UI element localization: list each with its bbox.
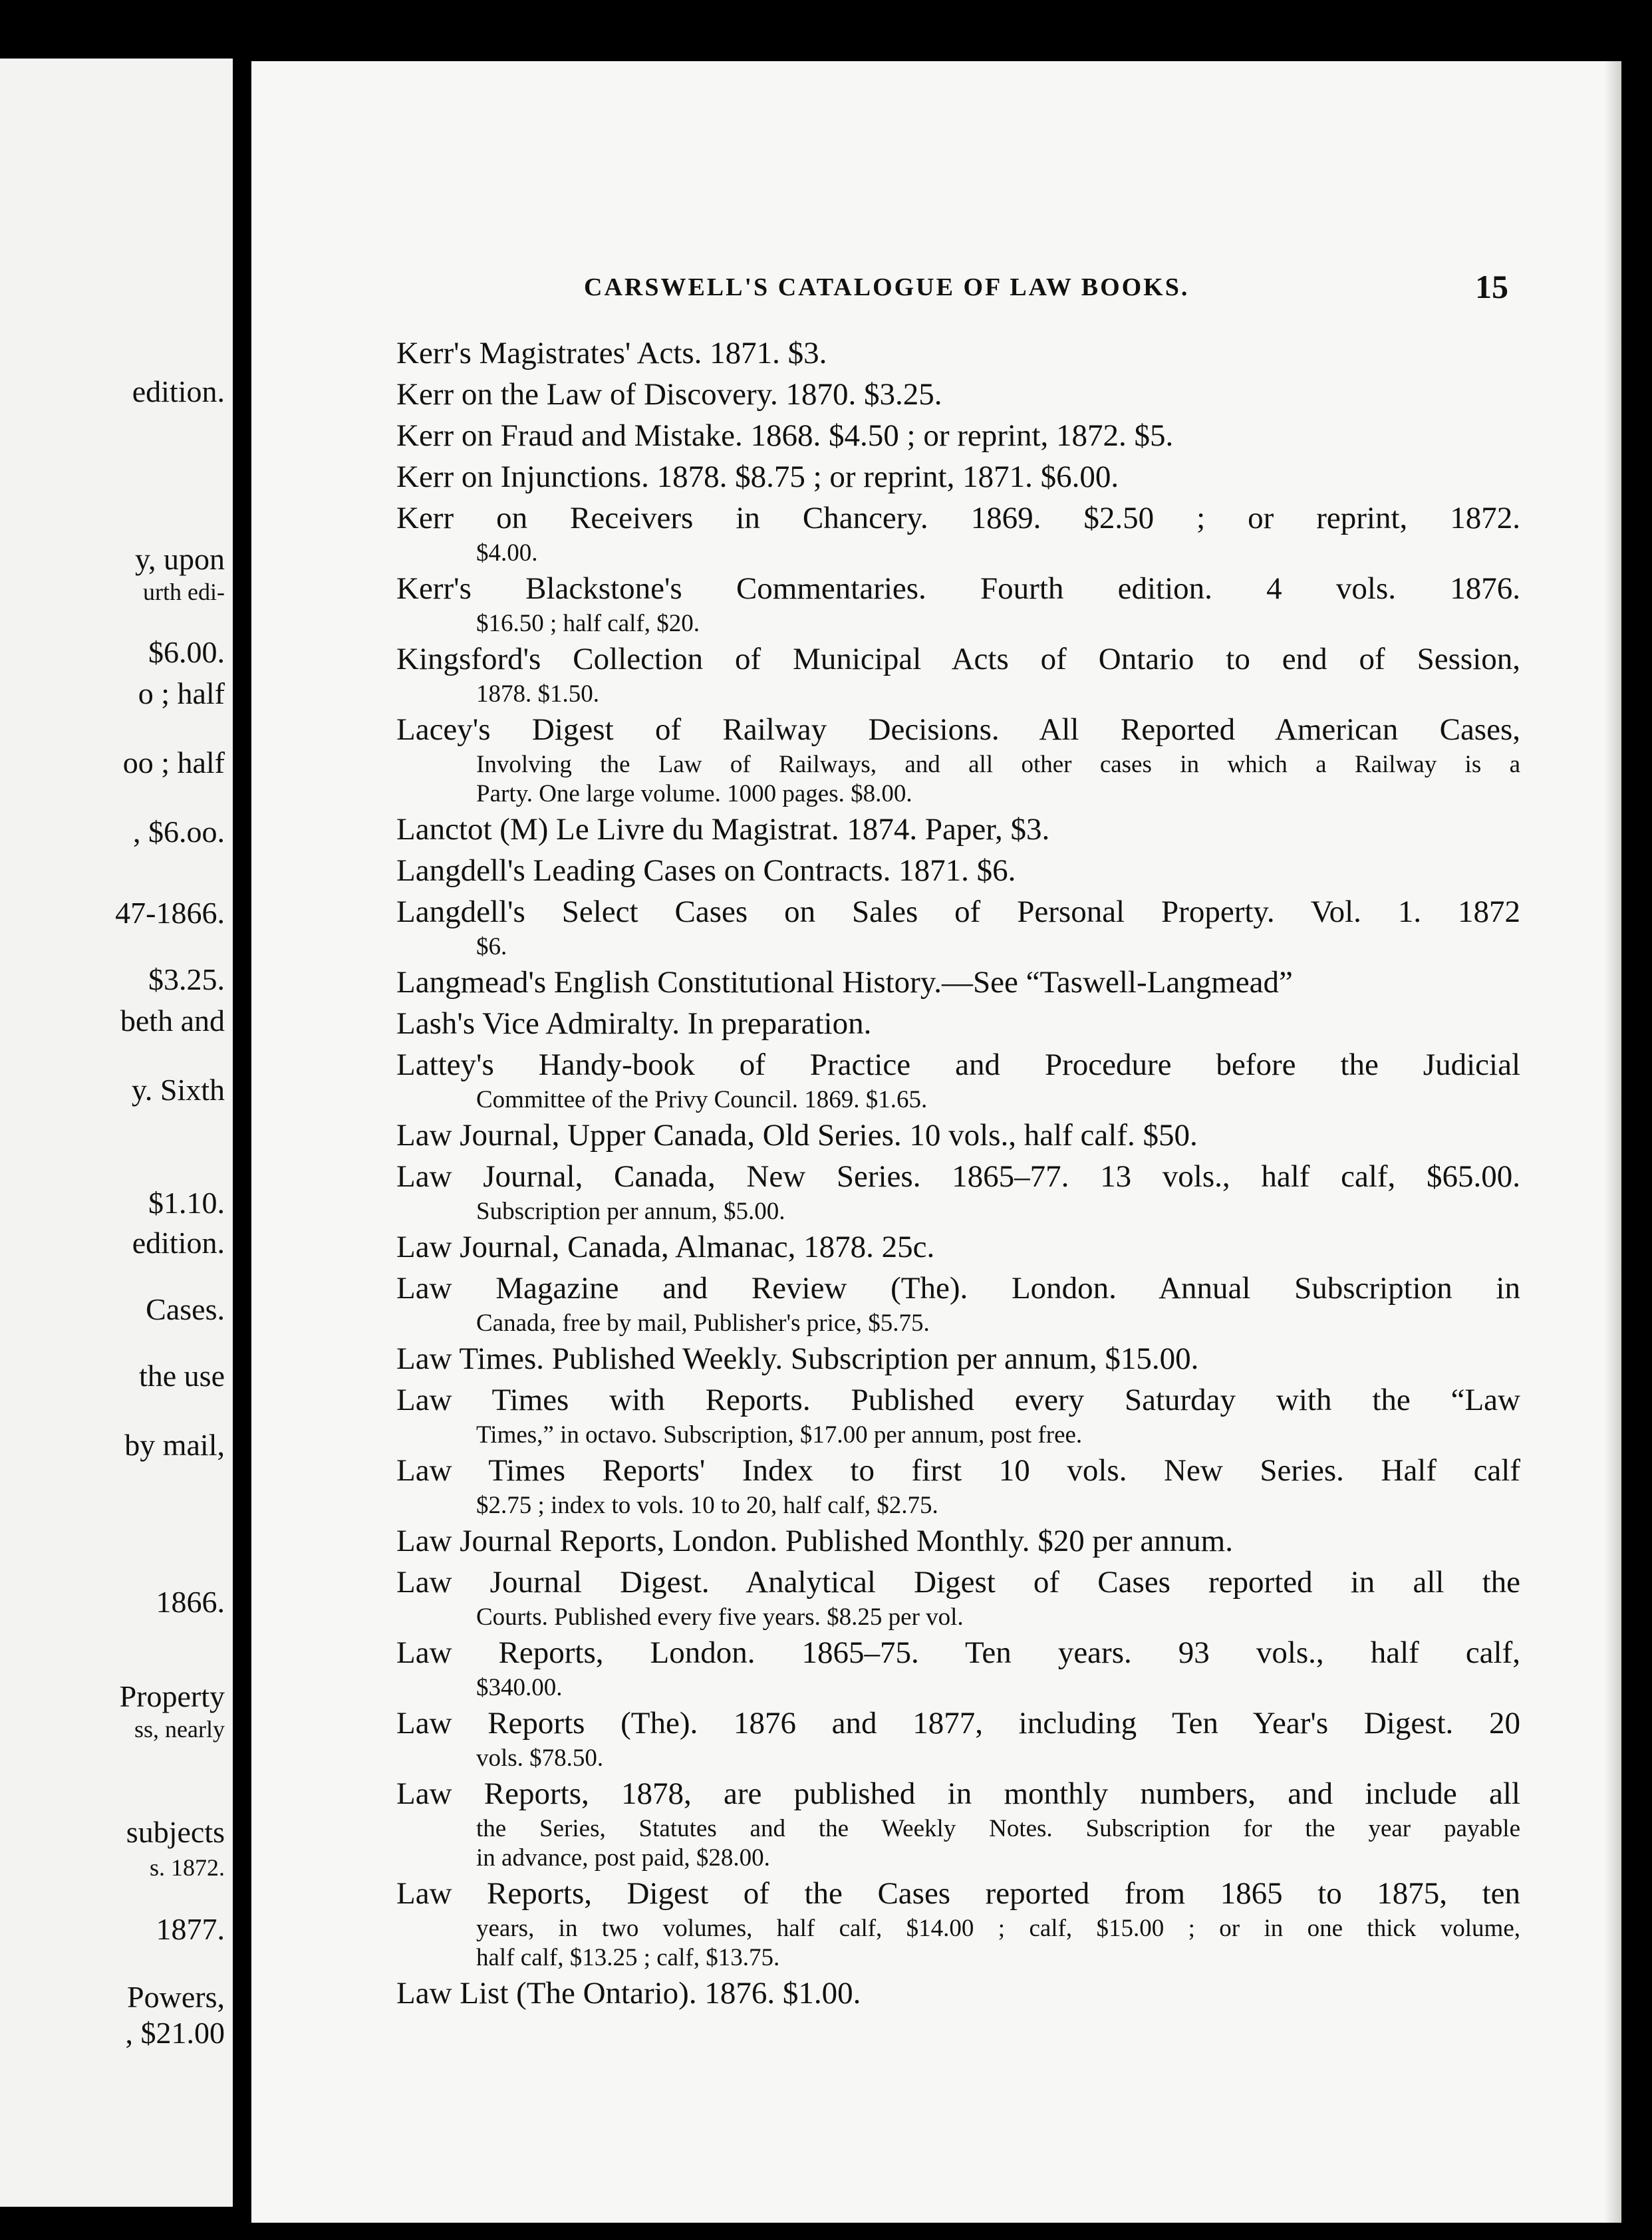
entry-title-line: Kerr's Blackstone's Commentaries. Fourth edition. 4 vols. 1876. — [396, 571, 1520, 606]
left-page-text: the use — [138, 1359, 225, 1393]
catalogue-page — [251, 61, 1621, 2223]
facing-page-fragment — [0, 59, 233, 2207]
entry-detail-line: $16.50 ; half calf, $20. — [476, 610, 700, 637]
entry-title-line: Law Magazine and Review (The). London. Annual Subscription in — [396, 1271, 1520, 1306]
catalogue-entry — [396, 638, 1520, 709]
entry-detail-line: years, in two volumes, half calf, $14.00 ; calf, $15.00 ; or in one thick volume, — [476, 1915, 1520, 1942]
entry-detail-line: half calf, $13.25 ; calf, $13.75. — [476, 1944, 780, 1971]
left-page-text: y. Sixth — [131, 1073, 225, 1107]
entry-detail-line: in advance, post paid, $28.00. — [476, 1844, 770, 1872]
entry-detail-line: Committee of the Privy Council. 1869. $1.65. — [476, 1086, 928, 1113]
entry-title-line: Law Times Reports' Index to first 10 vols. New Series. Half calf — [396, 1453, 1520, 1488]
catalogue-entry — [396, 709, 1520, 809]
entry-title-line: Law Reports (The). 1876 and 1877, including Ten Year's Digest. 20 — [396, 1706, 1520, 1741]
left-page-text: Powers, — [127, 1980, 225, 2014]
catalogue-entry — [396, 962, 1520, 1003]
entry-detail-line: $4.00. — [476, 539, 538, 567]
catalogue-entries — [396, 333, 1520, 2014]
left-page-text: 1866. — [156, 1585, 225, 1619]
entry-detail-line: Party. One large volume. 1000 pages. $8.00. — [476, 780, 912, 807]
left-page-text: $3.25. — [148, 962, 225, 996]
catalogue-entry — [396, 456, 1520, 497]
catalogue-entry — [396, 568, 1520, 638]
entry-detail-line: the Series, Statutes and the Weekly Notes. Subscription for the year payable — [476, 1815, 1520, 1842]
catalogue-entry — [396, 374, 1520, 415]
left-page-text: by mail, — [124, 1428, 225, 1462]
entry-title-line: Law Reports, Digest of the Cases reported from 1865 to 1875, ten — [396, 1876, 1520, 1911]
catalogue-entry — [396, 1973, 1520, 2014]
catalogue-entry — [396, 1044, 1520, 1115]
entry-title-line: Langdell's Leading Cases on Contracts. 1871. $6. — [396, 853, 1016, 888]
entry-detail-line: Subscription per annum, $5.00. — [476, 1198, 785, 1225]
entry-title-line: Law Times with Reports. Published every Saturday with the “Law — [396, 1383, 1520, 1417]
catalogue-entry — [396, 809, 1520, 850]
entry-detail-line: Canada, free by mail, Publisher's price, $5.75. — [476, 1310, 930, 1337]
entry-detail-line: Times,” in octavo. Subscription, $17.00 per annum, post free. — [476, 1421, 1083, 1449]
catalogue-entry — [396, 333, 1520, 374]
catalogue-entry — [396, 850, 1520, 891]
entry-title-line: Law Times. Published Weekly. Subscription per annum, $15.00. — [396, 1341, 1199, 1376]
catalogue-entry — [396, 1115, 1520, 1156]
catalogue-entry — [396, 1520, 1520, 1562]
entry-title-line: Lattey's Handy-book of Practice and Procedure before the Judicial — [396, 1048, 1520, 1082]
left-page-text: subjects — [126, 1815, 225, 1849]
entry-title-line: Law Journal, Canada, New Series. 1865–77. 13 vols., half calf, $65.00. — [396, 1159, 1520, 1194]
catalogue-entry — [396, 1003, 1520, 1044]
left-page-text: urth edi- — [143, 579, 225, 605]
entry-title-line: Kerr's Magistrates' Acts. 1871. $3. — [396, 336, 827, 370]
entry-detail-line: $340.00. — [476, 1674, 563, 1701]
left-page-text: oo ; half — [122, 746, 225, 779]
left-page-text: o ; half — [138, 676, 225, 710]
catalogue-entry — [396, 1873, 1520, 1973]
catalogue-entry — [396, 1773, 1520, 1873]
entry-detail-line: vols. $78.50. — [476, 1745, 604, 1772]
entry-title-line: Kerr on Fraud and Mistake. 1868. $4.50 ; or reprint, 1872. $5. — [396, 418, 1174, 453]
left-page-text: $6.00. — [148, 635, 225, 669]
left-page-text: 1877. — [156, 1912, 225, 1946]
catalogue-entry — [396, 497, 1520, 568]
entry-title-line: Lash's Vice Admiralty. In preparation. — [396, 1006, 872, 1041]
catalogue-title: CARSWELL'S CATALOGUE OF LAW BOOKS. — [584, 273, 1190, 301]
left-page-text: $1.10. — [148, 1186, 225, 1220]
left-page-text: s. 1872. — [149, 1854, 225, 1881]
entry-title-line: Lanctot (M) Le Livre du Magistrat. 1874. Paper, $3. — [396, 812, 1050, 847]
entry-title-line: Kerr on Injunctions. 1878. $8.75 ; or reprint, 1871. $6.00. — [396, 460, 1119, 494]
entry-detail-line: Involving the Law of Railways, and all other cases in which a Railway is a — [476, 751, 1520, 778]
catalogue-entry — [396, 1450, 1520, 1520]
catalogue-entry — [396, 1156, 1520, 1226]
entry-title-line: Kingsford's Collection of Municipal Acts of Ontario to end of Session, — [396, 642, 1520, 676]
catalogue-entry — [396, 1632, 1520, 1703]
entry-detail-line: $2.75 ; index to vols. 10 to 20, half calf, $2.75. — [476, 1492, 938, 1519]
entry-title-line: Law Journal, Upper Canada, Old Series. 10 vols., half calf. $50. — [396, 1118, 1198, 1153]
entry-title-line: Langmead's English Constitutional History.—See “Taswell-Langmead” — [396, 965, 1293, 1000]
left-page-text: beth and — [120, 1004, 225, 1038]
entry-title-line: Law List (The Ontario). 1876. $1.00. — [396, 1976, 861, 2011]
left-page-text: ss, nearly — [134, 1716, 225, 1743]
entry-detail-line: $6. — [476, 933, 507, 960]
catalogue-entry — [396, 1562, 1520, 1632]
left-page-text: , $21.00 — [125, 2016, 225, 2050]
left-page-text: Property — [119, 1679, 225, 1713]
catalogue-entry — [396, 1379, 1520, 1450]
catalogue-entry — [396, 1268, 1520, 1338]
entry-title-line: Lacey's Digest of Railway Decisions. All Reported American Cases, — [396, 712, 1520, 747]
entry-detail-line: 1878. $1.50. — [476, 680, 599, 708]
running-head — [584, 268, 1508, 313]
catalogue-entry — [396, 415, 1520, 456]
catalogue-entry — [396, 891, 1520, 962]
entry-title-line: Law Reports, 1878, are published in monthly numbers, and include all — [396, 1776, 1520, 1811]
catalogue-entry — [396, 1338, 1520, 1379]
entry-title-line: Law Journal, Canada, Almanac, 1878. 25c. — [396, 1230, 935, 1264]
left-page-text: Cases. — [146, 1292, 225, 1326]
left-page-text: edition. — [132, 1226, 225, 1260]
entry-title-line: Kerr on Receivers in Chancery. 1869. $2.50 ; or reprint, 1872. — [396, 501, 1520, 535]
page-edge-shadow — [1604, 61, 1621, 2223]
entry-title-line: Law Reports, London. 1865–75. Ten years. 93 vols., half calf, — [396, 1635, 1520, 1670]
left-page-text: edition. — [132, 374, 225, 408]
entry-title-line: Law Journal Digest. Analytical Digest of Cases reported in all the — [396, 1565, 1520, 1600]
left-page-text: , $6.oo. — [133, 815, 225, 849]
page-number: 15 — [1475, 268, 1508, 305]
catalogue-entry — [396, 1703, 1520, 1773]
catalogue-entry — [396, 1226, 1520, 1268]
left-page-text: y, upon — [134, 542, 225, 576]
entry-title-line: Law Journal Reports, London. Published Monthly. $20 per annum. — [396, 1524, 1233, 1558]
left-page-text: 47-1866. — [115, 896, 225, 930]
entry-title-line: Langdell's Select Cases on Sales of Personal Property. Vol. 1. 1872 — [396, 895, 1520, 929]
entry-title-line: Kerr on the Law of Discovery. 1870. $3.25. — [396, 377, 942, 412]
entry-detail-line: Courts. Published every five years. $8.25 per vol. — [476, 1604, 964, 1631]
